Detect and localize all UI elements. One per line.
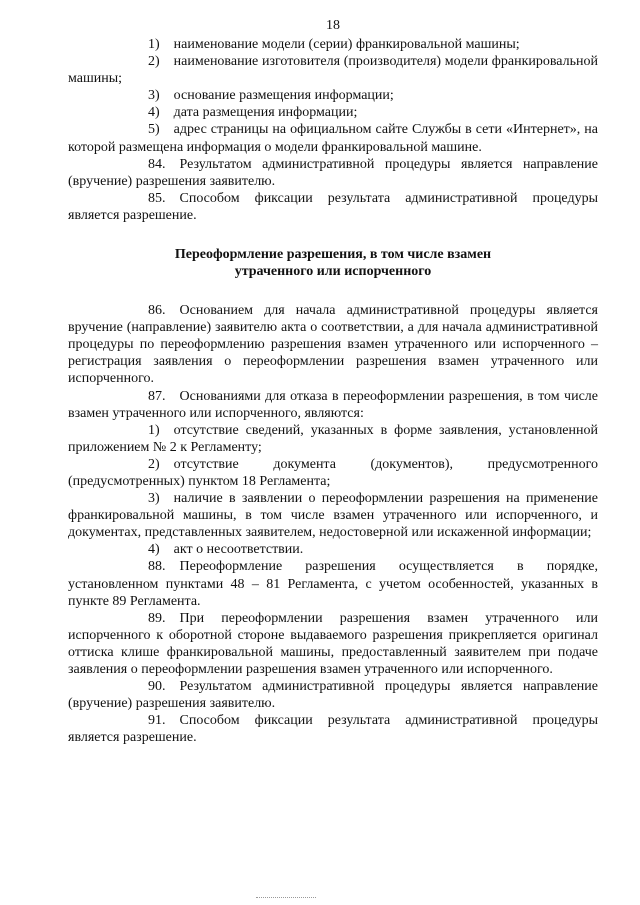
paragraph-text: акт о несоответствии. xyxy=(173,542,304,558)
paragraph-text: отсутствие документа (документов), предусмотренного (предусмотренных) пунктом 18 Регламента; xyxy=(68,456,598,489)
paragraph-number: 4) xyxy=(148,105,160,121)
paragraph-number: 2) xyxy=(148,456,160,472)
paragraph xyxy=(68,53,598,87)
paragraph-text: Результатом административной процедуры является направление (вручение) разрешения заявителю. xyxy=(68,679,598,712)
paragraph-number: 90. xyxy=(148,679,166,695)
paragraph-number: 89. xyxy=(148,610,166,626)
paragraph-number: 87. xyxy=(148,388,166,404)
paragraph-number: 2) xyxy=(148,54,160,70)
paragraph-list-bottom xyxy=(68,302,598,746)
paragraph-number: 1) xyxy=(148,422,160,438)
paragraph-number: 3) xyxy=(148,88,160,104)
paragraph-number: 85. xyxy=(148,190,166,206)
paragraph-list-top xyxy=(68,36,598,224)
paragraph-text: отсутствие сведений, указанных в форме заявления, установленной приложением № 2 к Регламенту; xyxy=(68,422,598,455)
paragraph-text: Способом фиксации результата административной процедуры является разрешение. xyxy=(68,713,598,746)
page-number: 18 xyxy=(326,18,340,33)
paragraph-text: Способом фиксации результата административной процедуры является разрешение. xyxy=(68,190,598,223)
section-title xyxy=(68,246,598,280)
section-title-line-2: утраченного или испорченного xyxy=(234,264,432,280)
paragraph-number: 91. xyxy=(148,713,166,729)
document-body xyxy=(68,36,598,746)
paragraph-text: наименование изготовителя (производителя) модели франкировальной машины; xyxy=(68,54,598,87)
paragraph-number: 5) xyxy=(148,122,160,138)
paragraph-text: Результатом административной процедуры является направление (вручение) разрешения заявителю. xyxy=(68,156,598,189)
paragraph xyxy=(68,712,598,746)
paragraph-number: 88. xyxy=(148,559,166,575)
paragraph xyxy=(68,190,598,224)
paragraph xyxy=(68,558,598,609)
paragraph xyxy=(68,422,598,456)
paragraph xyxy=(68,302,598,387)
paragraph-text: дата размещения информации; xyxy=(173,105,358,121)
scan-artifact xyxy=(256,897,316,900)
paragraph-text: адрес страницы на официальном сайте Службы в сети «Интернет», на которой размещена информация о модели франкировальной машине. xyxy=(68,122,598,155)
paragraph xyxy=(68,87,598,104)
paragraph xyxy=(68,678,598,712)
paragraph-text: Основанием для начала административной процедуры является вручение (направление) заявителю акта о соответствии, а для начала административной процедуры по переоформлению разрешения взамен утраченного или испорченного – регистрация заявления о переоформлении разрешения взамен утраченного или испорченного. xyxy=(68,303,598,387)
paragraph-number: 3) xyxy=(148,491,160,507)
paragraph xyxy=(68,456,598,490)
paragraph-text: наличие в заявлении о переоформлении разрешения на применение франкировальной машины, в том числе взамен утраченного или испорченного, и документах, представленных заявителем, недостоверной или искаженной информации; xyxy=(68,491,598,541)
paragraph xyxy=(68,104,598,121)
section-title-line-1: Переоформление разрешения, в том числе взамен xyxy=(174,247,492,263)
paragraph-number: 84. xyxy=(148,156,166,172)
paragraph xyxy=(68,36,598,53)
paragraph-number: 4) xyxy=(148,542,160,558)
paragraph-text: наименование модели (серии) франкировальной машины; xyxy=(173,37,520,52)
paragraph xyxy=(68,541,598,558)
paragraph-number: 1) xyxy=(148,37,160,52)
paragraph xyxy=(68,156,598,190)
paragraph xyxy=(68,610,598,678)
paragraph-text: Переоформление разрешения осуществляется в порядке, установленном пунктами 48 – 81 Регламента, с учетом особенностей, указанных в пункте 89 Регламента. xyxy=(68,559,598,609)
paragraph xyxy=(68,490,598,541)
paragraph xyxy=(68,388,598,422)
paragraph xyxy=(68,121,598,155)
paragraph-number: 86. xyxy=(148,303,166,319)
paragraph-text: основание размещения информации; xyxy=(173,88,394,104)
paragraph-text: Основаниями для отказа в переоформлении разрешения, в том числе взамен утраченного или испорченного, являются: xyxy=(68,388,598,421)
paragraph-text: При переоформлении разрешения взамен утраченного или испорченного к оборотной стороне выдаваемого разрешения прикрепляется оригинал оттиска клише франкировальной машины, предоставленный заявителем при подаче заявления о переоформлении разрешения взамен утраченного или испорченного. xyxy=(68,610,598,677)
